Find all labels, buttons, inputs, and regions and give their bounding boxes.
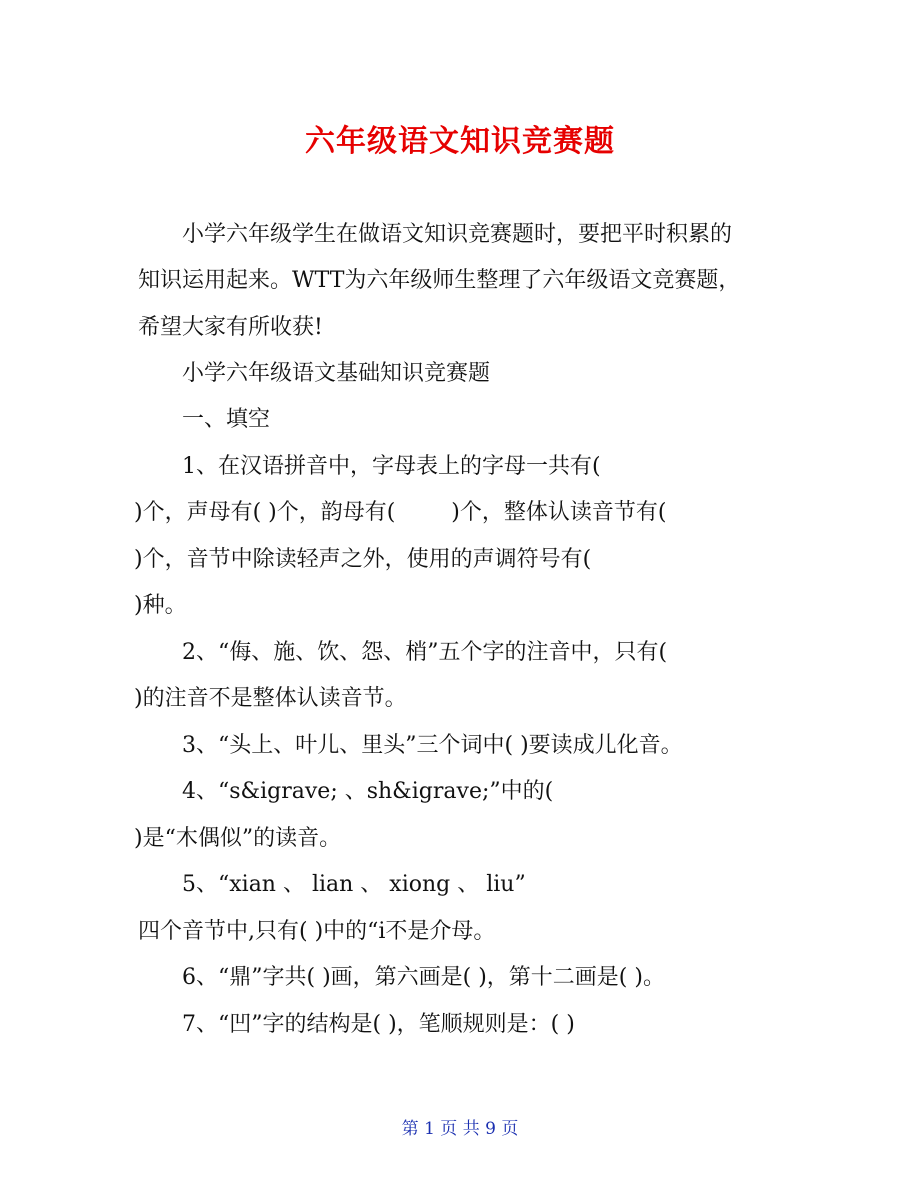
intro-line-1: 小学六年级学生在做语文知识竞赛题时，要把平时积累的 <box>182 222 733 247</box>
question-1-line-4: )种。 <box>134 593 187 618</box>
question-3: 3、“头上、叶儿、里头”三个词中( )要读成儿化音。 <box>182 733 683 758</box>
question-1-line-2: )个，声母有( )个，韵母有( )个，整体认读音节有( <box>134 500 667 525</box>
intro-line-3: 希望大家有所收获! <box>138 315 323 340</box>
intro-line-2: 知识运用起来。WTT为六年级师生整理了六年级语文竞赛题， <box>138 268 741 293</box>
question-4-line-2: )是“木偶似”的读音。 <box>134 826 342 851</box>
question-7: 7、“凹”字的结构是( )，笔顺规则是：( ) <box>182 1012 575 1037</box>
question-1-line-3: )个，音节中除读轻声之外，使用的声调符号有( <box>134 547 592 572</box>
question-6: 6、“鼎”字共( )画，第六画是( )，第十二画是( )。 <box>182 965 665 990</box>
question-1-line-1: 1、在汉语拼音中，字母表上的字母一共有( <box>182 454 601 479</box>
subtitle: 小学六年级语文基础知识竞赛题 <box>182 361 491 386</box>
question-5-line-2: 四个音节中,只有( )中的“i不是介母。 <box>138 919 496 944</box>
question-2-line-2: )的注音不是整体认读音节。 <box>134 686 407 711</box>
section-heading: 一、填空 <box>182 407 271 432</box>
question-2-line-1: 2、“侮、施、饮、怨、梢”五个字的注音中，只有( <box>182 640 668 665</box>
document-title: 六年级语文知识竞赛题 <box>305 124 615 159</box>
question-5-line-1: 5、“xian 、 lian 、 xiong 、 liu” <box>182 872 526 897</box>
page-number-footer: 第 1 页 共 9 页 <box>401 1119 519 1139</box>
question-4-line-1: 4、“s&igrave; 、sh&igrave;”中的( <box>182 779 554 804</box>
